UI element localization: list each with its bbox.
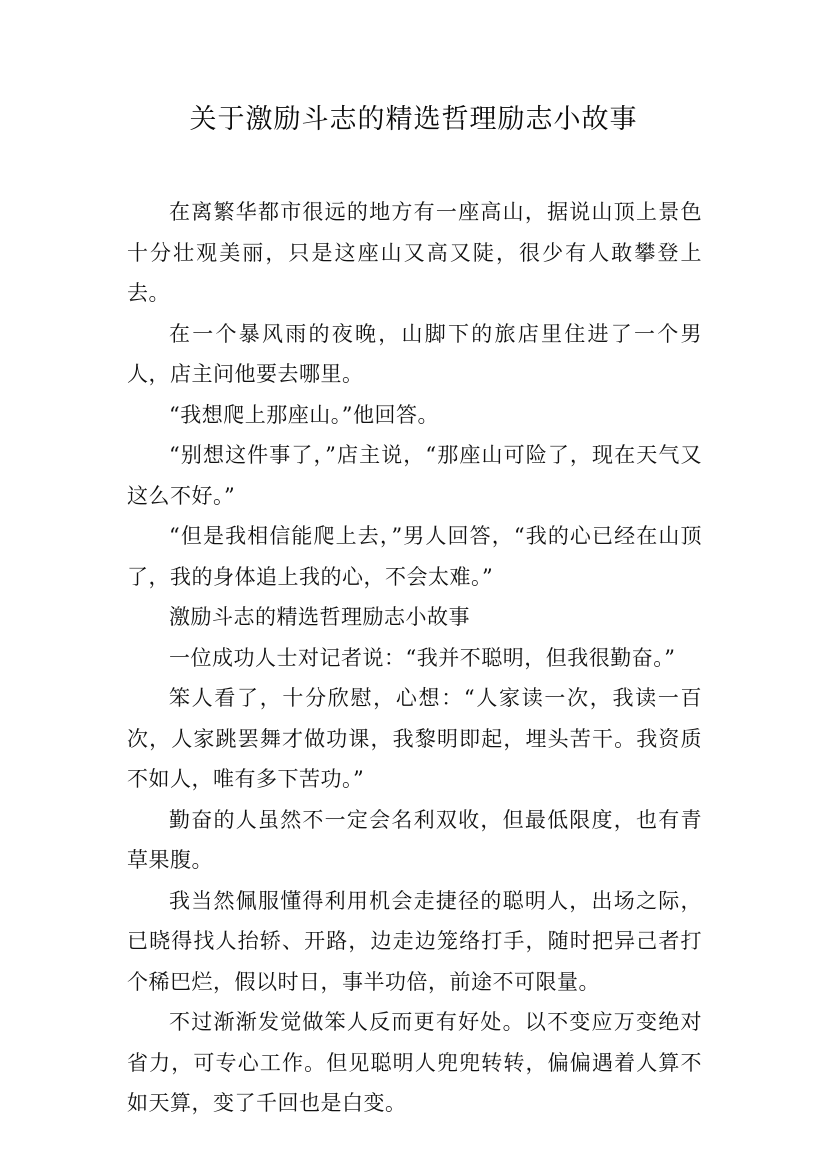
paragraph: 笨人看了，十分欣慰，心想：“人家读一次，我读一百次，人家跳罢舞才做功课，我黎明即起，埋头苦干。我资质不如人，唯有多下苦功。” xyxy=(127,686,702,791)
paragraph: 勤奋的人虽然不一定会名利双收，但最低限度，也有青草果腹。 xyxy=(127,807,702,872)
paragraph: 在离繁华都市很远的地方有一座高山，据说山顶上景色十分壮观美丽，只是这座山又高又陡，很少有人敢攀登上去。 xyxy=(127,200,702,305)
paragraph: “别想这件事了，”店主说，“那座山可险了，现在天气又这么不好。” xyxy=(127,443,702,508)
paragraph: 我当然佩服懂得利用机会走捷径的聪明人，出场之际，已晓得找人抬轿、开路，边走边笼络打手，随时把异己者打个稀巴烂，假以时日，事半功倍，前途不可限量。 xyxy=(127,888,702,994)
paragraph: 在一个暴风雨的夜晚，山脚下的旅店里住进了一个男人，店主问他要去哪里。 xyxy=(127,321,702,386)
paragraph: “我想爬上那座山。”他回答。 xyxy=(169,402,439,427)
paragraph: 不过渐渐发觉做笨人反而更有好处。以不变应万变绝对省力，可专心工作。但见聪明人兜兜转转，偏偏遇着人算不如天算，变了千回也是白变。 xyxy=(127,1010,702,1115)
document-title: 关于激励斗志的精选哲理励志小故事 xyxy=(189,104,638,135)
document-body xyxy=(127,192,702,1124)
paragraph: “但是我相信能爬上去，”男人回答，“我的心已经在山顶了，我的身体追上我的心，不会太难。” xyxy=(127,524,702,589)
section-heading: 激励斗志的精选哲理励志小故事 xyxy=(169,605,470,629)
paragraph: 一位成功人士对记者说：“我并不聪明，但我很勤奋。” xyxy=(169,645,676,670)
